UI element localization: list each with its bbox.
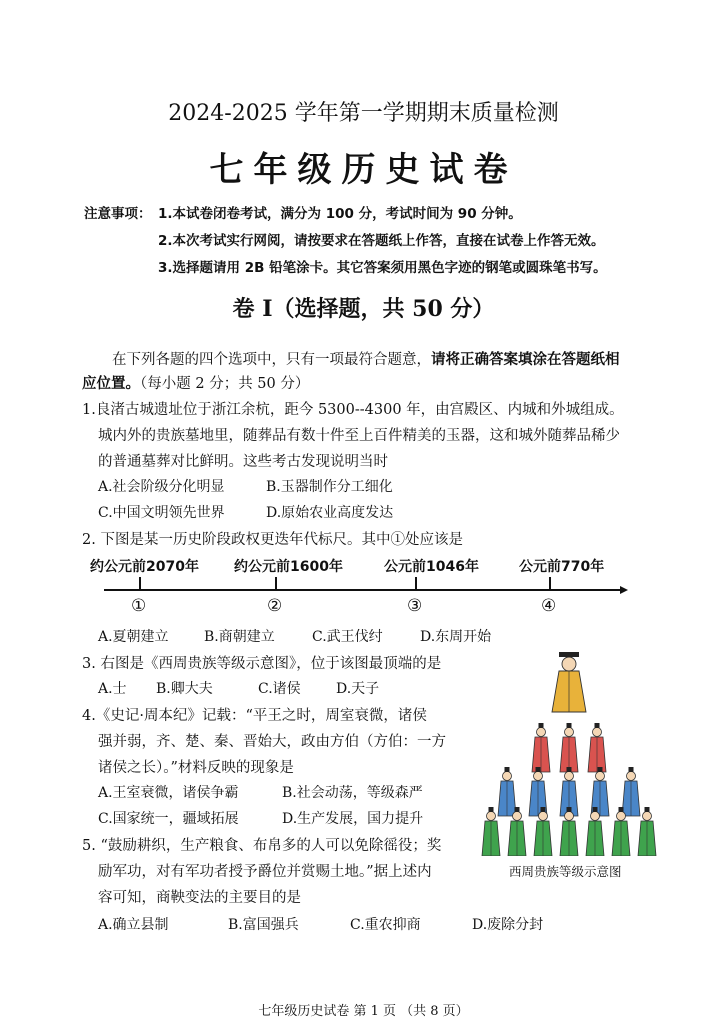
note-item-3: 3.选择题请用 2B 铅笔涂卡。其它答案须用黑色字迹的钢笔或圆珠笔书写。 bbox=[158, 260, 607, 276]
q2-line-1: 2. 下图是某一历史阶段政权更迭年代标尺。其中①处应该是 bbox=[82, 532, 463, 548]
timeline-label-4: 公元前770年 bbox=[519, 559, 605, 575]
intro-bold-1: 请将正确答案填涂在答题纸相 bbox=[431, 351, 620, 368]
q3-option-a: A.士 bbox=[98, 681, 127, 697]
note-item-2: 2.本次考试实行网阅，请按要求在答题纸上作答，直接在试卷上作答无效。 bbox=[158, 233, 605, 249]
timeline-axis bbox=[100, 574, 630, 596]
timeline-label-1: 约公元前2070年 bbox=[90, 559, 199, 575]
section-intro bbox=[112, 348, 620, 369]
q5-line-1: 5. “鼓励耕织，生产粮食、布帛多的人可以免除徭役；奖 bbox=[82, 838, 442, 854]
q1-line-1: 1.良渚古城遗址位于浙江余杭，距今 5300--4300 年，由宫殿区、内城和外城组成。 bbox=[82, 402, 624, 418]
q1-option-d: D.原始农业高度发达 bbox=[266, 505, 394, 521]
q5-option-c: C.重农抑商 bbox=[350, 917, 421, 933]
q2-option-c: C.武王伐纣 bbox=[312, 629, 383, 645]
section-title: 卷 I（选择题，共 50 分） bbox=[232, 296, 495, 322]
q1-option-a: A.社会阶级分化明显 bbox=[98, 479, 225, 495]
q5-option-b: B.富国强兵 bbox=[228, 917, 299, 933]
q5-option-d: D.废除分封 bbox=[472, 917, 544, 933]
page-footer: 七年级历史试卷 第 1 页 （共 8 页） bbox=[258, 1004, 469, 1019]
q4-option-b: B.社会动荡，等级森严 bbox=[282, 785, 423, 801]
lords-row bbox=[532, 723, 606, 772]
q5-option-a: A.确立县制 bbox=[98, 917, 169, 933]
note-item-1: 1.本试卷闭卷考试，满分为 100 分，考试时间为 90 分钟。 bbox=[158, 206, 522, 222]
q3-option-b: B.卿大夫 bbox=[156, 681, 213, 697]
exam-title: 2024-2025 学年第一学期期末质量检测 bbox=[168, 101, 559, 126]
notes-label: 注意事项： bbox=[84, 206, 152, 222]
section-intro-2 bbox=[82, 372, 309, 393]
timeline-mark-4: ④ bbox=[541, 596, 557, 616]
q4-option-c: C.国家统一，疆域拓展 bbox=[98, 811, 239, 827]
q4-line-1: 4.《史记·周本纪》记载：“平王之时，周室衰微，诸侯 bbox=[82, 708, 427, 724]
q1-line-2: 城内外的贵族墓地里，随葬品有数十件至上百件精美的玉器，这和城外随葬品稀少 bbox=[98, 428, 620, 444]
q1-option-c: C.中国文明领先世界 bbox=[98, 505, 225, 521]
timeline-mark-3: ③ bbox=[407, 596, 423, 616]
q4-option-a: A.王室衰微，诸侯争霸 bbox=[98, 785, 239, 801]
figure-caption: 西周贵族等级示意图 bbox=[509, 864, 622, 879]
intro-tail: （每小题 2 分；共 50 分） bbox=[140, 376, 310, 392]
q2-option-b: B.商朝建立 bbox=[204, 629, 275, 645]
q2-option-a: A.夏朝建立 bbox=[98, 629, 169, 645]
hierarchy-figure bbox=[478, 640, 660, 856]
timeline-mark-2: ② bbox=[267, 596, 283, 616]
intro-plain: 在下列各题的四个选项中，只有一项最符合题意， bbox=[112, 352, 431, 368]
intro-bold-2: 应位置。 bbox=[82, 375, 140, 392]
q2-option-d: D.东周开始 bbox=[420, 629, 492, 645]
q3-option-d: D.天子 bbox=[336, 681, 380, 697]
timeline-label-2: 约公元前1600年 bbox=[234, 559, 343, 575]
q5-line-3: 容可知，商鞅变法的主要目的是 bbox=[98, 890, 301, 906]
timeline-mark-1: ① bbox=[131, 596, 147, 616]
q5-line-2: 励军功，对有军功者授予爵位并赏赐土地。”据上述内 bbox=[98, 864, 432, 880]
king-figure bbox=[552, 652, 586, 712]
q4-line-3: 诸侯之长）。”材料反映的现象是 bbox=[98, 760, 294, 776]
q1-option-b: B.玉器制作分工细化 bbox=[266, 479, 393, 495]
paper-title: 七年级历史试卷 bbox=[209, 150, 518, 190]
q4-line-2: 强并弱，齐、楚、秦、晋始大，政由方伯（方伯：一方 bbox=[98, 734, 446, 750]
q4-option-d: D.生产发展，国力提升 bbox=[282, 811, 424, 827]
q3-option-c: C.诸侯 bbox=[258, 681, 301, 697]
q3-line-1: 3. 右图是《西周贵族等级示意图》，位于该图最顶端的是 bbox=[82, 656, 442, 672]
q1-line-3: 的普通墓葬对比鲜明。这些考古发现说明当时 bbox=[98, 454, 388, 470]
timeline-label-3: 公元前1046年 bbox=[384, 559, 479, 575]
